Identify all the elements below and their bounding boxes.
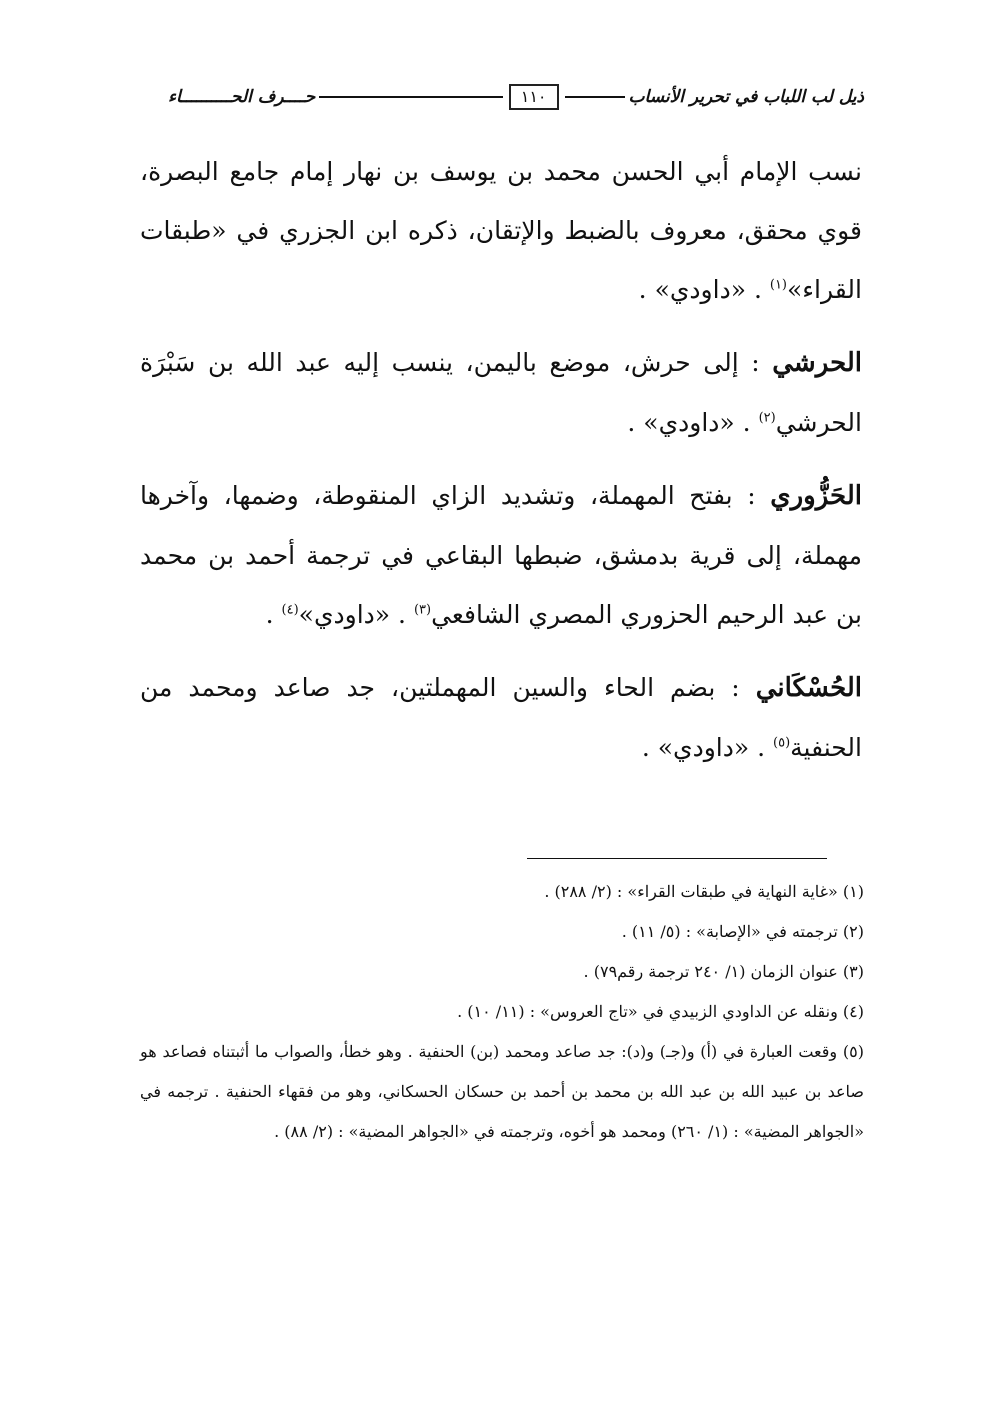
footnote-number: (٥) bbox=[842, 1042, 865, 1061]
footnote-ref[interactable]: (١) bbox=[769, 277, 787, 293]
header-rule-left bbox=[319, 96, 503, 98]
footnote-number: (٢) bbox=[842, 922, 864, 941]
entry-source: . «داودي» . bbox=[638, 275, 762, 304]
footnote-number: (٣) bbox=[842, 962, 864, 981]
footnote-ref[interactable]: (٢) bbox=[758, 410, 776, 426]
footnote bbox=[140, 872, 864, 912]
footnote-separator bbox=[527, 858, 827, 859]
entry-text: : بفتح المهملة، وتشديد الزاي المنقوطة، وضمها، وآخرها مهملة، إلى قرية بدمشق، ضبطها البقاعي في ترجمة أحمد بن محمد بن عبد الرحيم الحزوري المصري الشافعي bbox=[140, 481, 862, 629]
footnote bbox=[140, 992, 864, 1032]
page-number: ١١٠ bbox=[509, 84, 559, 110]
footnote-ref[interactable]: (٥) bbox=[773, 735, 791, 751]
footnote-number: (٤) bbox=[842, 1002, 864, 1021]
footnote-text: ترجمته في «الإصابة» : (٥/ ١١) . bbox=[621, 922, 838, 941]
entry-paragraph bbox=[140, 142, 862, 319]
entry-term: الحُسْكَاني bbox=[755, 673, 862, 703]
entry-text: نسب الإمام أبي الحسن محمد بن يوسف بن نهار إمام جامع البصرة، قوي محقق، معروف بالضبط والإتقان، ذكره ابن الجزري في «طبقات القراء» bbox=[140, 157, 862, 304]
footnote bbox=[140, 912, 864, 952]
entry-paragraph bbox=[140, 466, 862, 644]
footnote-text: وقعت العبارة في (أ) و(جـ) و(د): جد صاعد ومحمد (بن) الحنفية . وهو خطأ، والصواب ما أثبتناه فصاعد هو صاعد بن عبيد الله بن عبد الله بن محمد بن أحمد بن حسكان الحسكاني، وهو من فقهاء الحنفية . ترجمه في «الجواهر المضية» : (١/ ٢٦٠) ومحمد هو أخوه، وترجمته في «الجواهر المضية» : (٢/ ٨٨) . bbox=[140, 1042, 864, 1141]
footnote bbox=[140, 1032, 864, 1152]
entry-source: . «داودي» . bbox=[641, 733, 766, 762]
footnote-ref[interactable]: (٣) bbox=[413, 602, 432, 618]
entry-source: . «داودي» bbox=[298, 600, 406, 629]
entry-source: . «داودي» . bbox=[627, 408, 751, 437]
entry-paragraph bbox=[140, 658, 862, 777]
main-text bbox=[140, 142, 862, 791]
book-title: ذيل لب اللباب في تحرير الأنساب bbox=[628, 87, 864, 107]
footnote-text: ونقله عن الداودي الزبيدي في «تاج العروس» : (١١/ ١٠) . bbox=[457, 1002, 838, 1021]
footnote-text: «غاية النهاية في طبقات القراء» : (٢/ ٢٨٨) . bbox=[544, 882, 838, 901]
footnote-number: (١) bbox=[842, 882, 864, 901]
footnote bbox=[140, 952, 864, 992]
chapter-letter: حــــرف الحــــــــــاء bbox=[168, 87, 316, 107]
header-rule-right bbox=[565, 96, 625, 98]
entry-text: : بضم الحاء والسين المهملتين، جد صاعد ومحمد من الحنفية bbox=[140, 673, 862, 762]
footnote-ref[interactable]: (٤) bbox=[281, 602, 299, 618]
entry-term: الحَزُّوري bbox=[770, 481, 862, 511]
footnotes bbox=[140, 872, 864, 1152]
footnote-text: عنوان الزمان (١/ ٢٤٠ ترجمة رقم٧٩) . bbox=[583, 962, 838, 981]
entry-paragraph bbox=[140, 333, 862, 452]
entry-end: . bbox=[265, 600, 274, 629]
entry-term: الحرشي bbox=[772, 348, 862, 378]
entry-text: : إلى حرش، موضع باليمن، ينسب إليه عبد الله بن سَبْرَة الحرشي bbox=[140, 348, 862, 437]
running-header bbox=[168, 80, 864, 114]
